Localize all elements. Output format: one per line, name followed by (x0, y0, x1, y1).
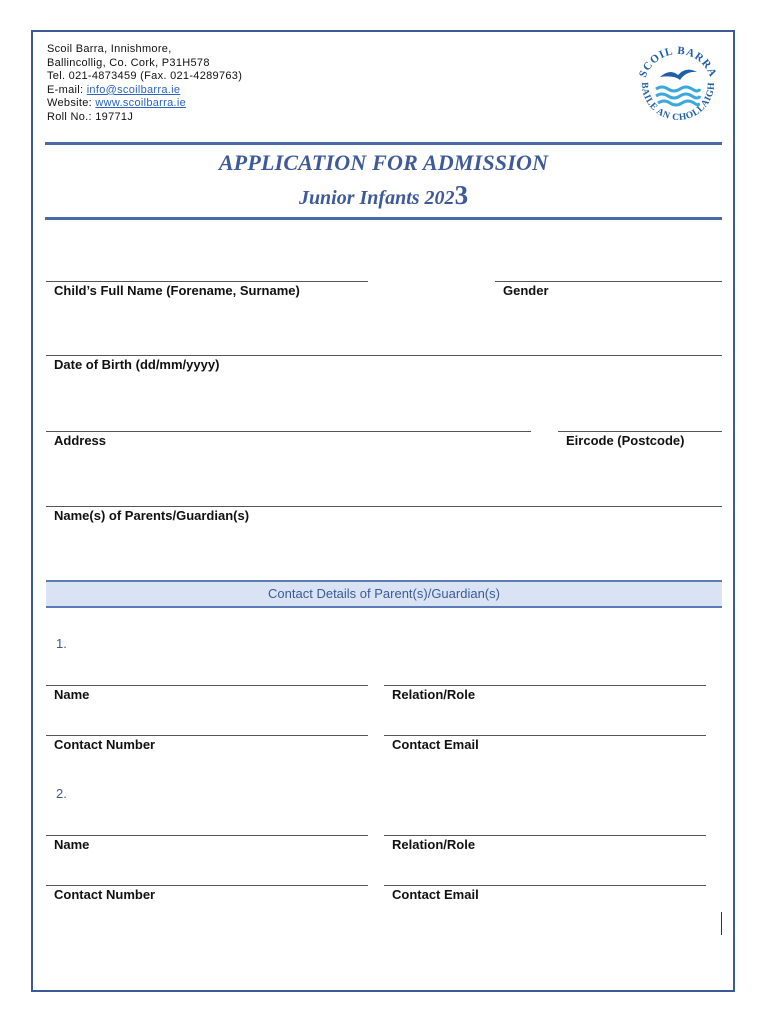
form-subtitle-year-digit: 3 (454, 180, 469, 210)
gender-label: Gender (503, 283, 549, 298)
contact-2-phone-label: Contact Number (54, 887, 156, 902)
parents-field[interactable] (46, 506, 722, 523)
logo-top-text: SCOIL BARRA (637, 44, 719, 80)
dob-field[interactable] (46, 355, 722, 372)
form-title: APPLICATION FOR ADMISSION (218, 150, 549, 175)
contact-1-phone-label: Contact Number (54, 737, 156, 752)
school-name-line: Scoil Barra, Innishmore, (47, 43, 172, 55)
contact-2-number: 2. (56, 786, 67, 801)
contact-1-number: 1. (56, 636, 67, 651)
contact-1-phone-field[interactable] (46, 735, 368, 752)
contact-2-email-field[interactable] (384, 885, 706, 902)
contact-2-phone-field[interactable] (46, 885, 368, 902)
address-label: Address (54, 433, 107, 448)
school-phone-line: Tel. 021-4873459 (Fax. 021-4289763) (47, 70, 243, 83)
contact-2-relation-field[interactable] (384, 835, 706, 852)
website-link[interactable]: www.scoilbarra.ie (95, 97, 187, 110)
school-address-block (47, 43, 242, 125)
logo-bottom-text: BAILE AN CHOLLAIGH (638, 81, 718, 124)
contact-1-name-field[interactable] (46, 685, 368, 702)
eircode-field[interactable] (558, 431, 722, 448)
school-address-line: Ballincollig, Co. Cork, P31H578 (47, 56, 210, 69)
email-label: E-mail: (47, 83, 87, 96)
form-subtitle (45, 180, 722, 211)
seagull-icon (660, 70, 697, 80)
address-field[interactable] (46, 431, 531, 448)
contact-1-email-field[interactable] (384, 735, 706, 752)
contact-section-heading: Contact Details of Parent(s)/Guardian(s) (46, 580, 722, 608)
eircode-label: Eircode (Postcode) (566, 433, 685, 448)
child-name-label: Child’s Full Name (Forename, Surname) (54, 283, 300, 298)
svg-text:SCOIL BARRA (637, 45, 719, 79)
svg-text:BAILE AN CHOLLAIGH (639, 82, 717, 123)
website-label: Website: (47, 97, 96, 110)
school-logo (634, 44, 722, 126)
gender-field[interactable] (495, 281, 722, 298)
contact-2-email-label: Contact Email (392, 887, 479, 902)
dob-label: Date of Birth (dd/mm/yyyy) (54, 357, 220, 372)
form-subtitle-text: Junior Infants 202 (298, 187, 455, 209)
contact-2-name-field[interactable] (46, 835, 368, 852)
school-email-line (47, 84, 242, 98)
contact-2-relation-label: Relation/Role (392, 837, 476, 852)
parents-label: Name(s) of Parents/Guardian(s) (54, 508, 250, 523)
school-website-line (47, 97, 242, 111)
waves-icon (656, 87, 700, 105)
contact-1-name-label: Name (54, 687, 90, 702)
contact-1-email-label: Contact Email (392, 737, 479, 752)
contact-1-relation-label: Relation/Role (392, 687, 476, 702)
contact-1-relation-field[interactable] (384, 685, 706, 702)
header-bottom-rule (45, 217, 722, 220)
school-roll-line: Roll No.: 19771J (47, 110, 134, 123)
header-top-rule (45, 142, 722, 145)
email-link[interactable]: info@scoilbarra.ie (86, 83, 181, 96)
text-cursor (721, 912, 722, 935)
child-name-field[interactable] (46, 281, 368, 298)
contact-2-name-label: Name (54, 837, 90, 852)
